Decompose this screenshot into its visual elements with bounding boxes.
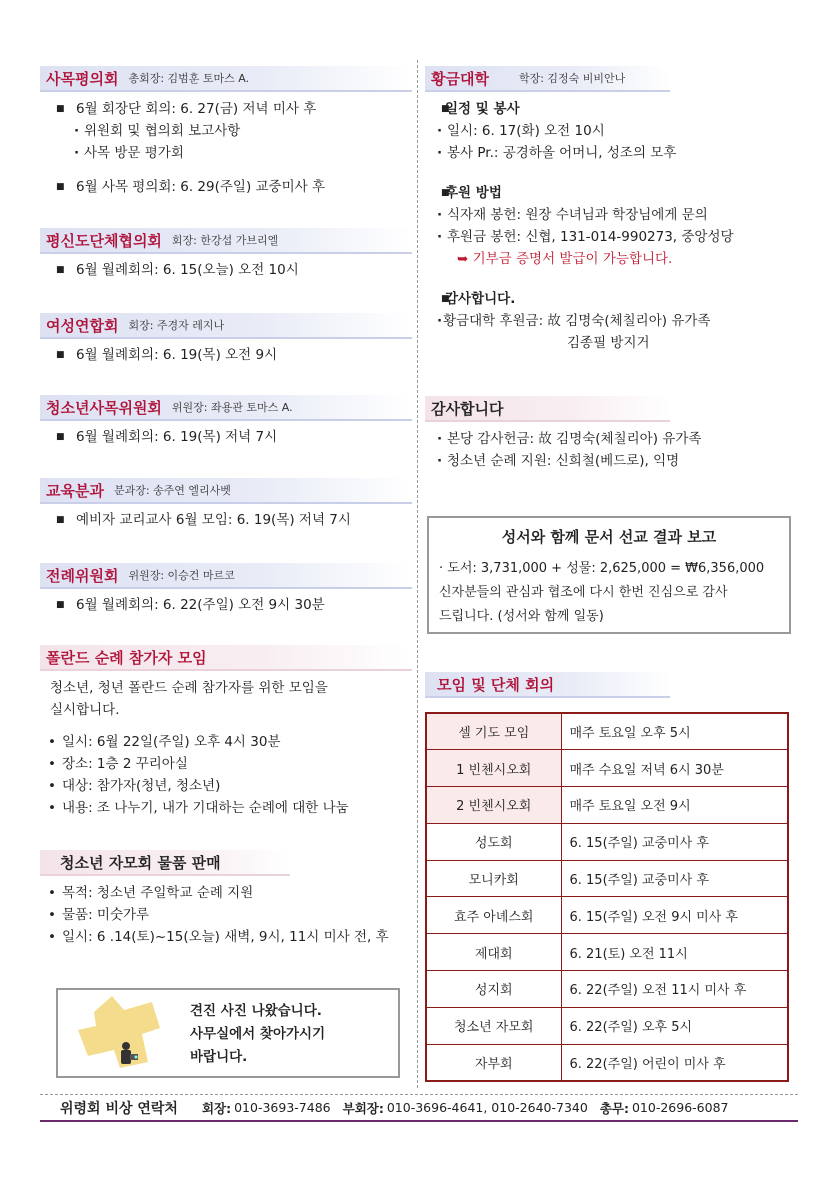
list-item: ■ 6월 월례회의: 6. 19(목) 저녁 7시 — [40, 426, 412, 448]
column-divider — [417, 60, 418, 1088]
photo-notice-box — [56, 988, 400, 1078]
section-meetings — [425, 672, 670, 698]
section-youth — [40, 395, 412, 448]
section-golden — [425, 66, 670, 92]
list-item: • 장소: 1층 2 꾸리아실 — [40, 753, 412, 775]
report-line: 드립니다. (성서와 함께 일동) — [439, 609, 604, 624]
table-row — [426, 787, 788, 824]
table-row — [426, 1044, 788, 1081]
meeting-name: 셀 기도 모임 — [426, 713, 561, 750]
section-subtitle: 학장: 김정숙 비비안나 — [518, 72, 626, 85]
section-header — [40, 850, 290, 876]
list-item: • 내용: 조 나누기, 내가 기대하는 순례에 대한 나눔 — [40, 797, 412, 819]
section-pyeongsin — [40, 228, 412, 281]
section-title: 여성연합회 — [46, 316, 119, 335]
section-header — [425, 396, 670, 422]
subheading: ■ 감사합니다. — [425, 288, 795, 310]
section-title: 청소년사목위원회 — [46, 398, 162, 417]
meeting-time: 매주 토요일 오후 5시 — [561, 713, 788, 750]
intro-text: 실시합니다. — [50, 702, 120, 718]
report-line: 신자분들의 관심과 협조에 다시 한번 진심으로 감사 — [439, 585, 728, 600]
section-header — [40, 228, 412, 254]
section-subtitle: 회장: 한강섭 가브리엘 — [171, 234, 279, 247]
meeting-name: 모니카회 — [426, 860, 561, 897]
section-yeoseong — [40, 313, 412, 366]
list-item: • 일시: 6월 22일(주일) 오후 4시 30분 — [40, 731, 412, 753]
section-subtitle: 분과장: 송주연 엘리사벳 — [113, 484, 231, 497]
thanks-content — [425, 428, 795, 472]
section-subtitle: 총회장: 김범훈 토마스 A. — [128, 72, 250, 85]
emergency-contact-footer — [40, 1094, 798, 1122]
section-title: 청소년 자모회 물품 판매 — [60, 853, 221, 872]
table-row — [426, 897, 788, 934]
list-item: · 일시: 6. 17(화) 오전 10시 — [425, 120, 795, 142]
section-sale — [40, 850, 412, 948]
list-item-continued: 김종필 방지거 — [567, 335, 650, 351]
contact-label: 부회장: — [342, 1100, 384, 1116]
meeting-time: 6. 15(주일) 교중미사 후 — [561, 823, 788, 860]
contact-number: 010-3693-7486 — [234, 1100, 331, 1115]
meeting-time: 6. 22(주일) 어린이 미사 후 — [561, 1044, 788, 1081]
contact-number: 010-2696-6087 — [631, 1100, 729, 1115]
list-item: ■ 예비자 교리교사 6월 모임: 6. 19(목) 저녁 7시 — [40, 509, 412, 531]
section-title: 모임 및 단체 회의 — [437, 675, 555, 694]
meeting-name: 성지회 — [426, 971, 561, 1008]
list-item: ■ 6월 월례회의: 6. 22(주일) 오전 9시 30분 — [40, 594, 412, 616]
meetings-table — [425, 712, 789, 1082]
list-item: • 일시: 6 .14(토)~15(오늘) 새벽, 9시, 11시 미사 전, 후 — [40, 926, 412, 948]
list-item: · 청소년 순례 지원: 신희철(베드로), 익명 — [425, 450, 795, 472]
meeting-name: 청소년 자모회 — [426, 1007, 561, 1044]
report-title: 성서와 함께 문서 선교 결과 보고 — [501, 528, 717, 546]
section-header — [425, 66, 670, 92]
section-edu — [40, 478, 412, 531]
photo-notice-line: 사무실에서 찾아가시기 — [190, 1026, 326, 1042]
list-item: · 본당 감사헌금: 故 김명숙(체칠리아) 유가족 — [425, 428, 795, 450]
table-row — [426, 934, 788, 971]
table-row — [426, 823, 788, 860]
section-title: 폴란드 순례 참가자 모임 — [46, 648, 207, 667]
contact-label: 총무: — [599, 1100, 629, 1116]
list-item: ■ 6월 회장단 회의: 6. 27(금) 저녁 미사 후 — [40, 98, 412, 120]
report-line: · 도서: 3,731,000 + 성물: 2,625,000 = ₩6,356,000 — [439, 561, 765, 576]
table-row — [426, 750, 788, 787]
section-title: 전례위원회 — [46, 566, 119, 585]
section-poland — [40, 645, 412, 819]
list-item: ■ 6월 월례회의: 6. 19(목) 오전 9시 — [40, 344, 412, 366]
section-title: 평신도단체협의회 — [46, 231, 162, 250]
section-subtitle: 회장: 주경자 레지나 — [128, 319, 225, 332]
section-title: 사목평의회 — [46, 69, 119, 88]
donation-notice: ➥ 기부금 증명서 발급이 가능합니다. — [457, 251, 673, 267]
meeting-name: 효주 아녜스회 — [426, 897, 561, 934]
list-item: • 목적: 청소년 주일학교 순례 지원 — [40, 882, 412, 904]
list-subitem: · 사목 방문 평가회 — [40, 142, 412, 164]
section-thanks — [425, 396, 670, 422]
list-item: · 황금대학 후원금: 故 김명숙(체칠리아) 유가족 — [425, 310, 795, 332]
list-item: ■ 6월 월례회의: 6. 15(오늘) 오전 10시 — [40, 259, 412, 281]
section-header — [425, 672, 670, 698]
section-samok — [40, 66, 412, 198]
section-title: 감사합니다 — [431, 399, 504, 418]
list-item: · 후원금 봉헌: 신협, 131-014-990273, 중앙성당 — [425, 226, 795, 248]
photo-notice-line: 견진 사진 나왔습니다. — [190, 1003, 322, 1019]
section-header — [40, 478, 412, 504]
section-header — [40, 395, 412, 421]
table-row — [426, 713, 788, 750]
meeting-time: 6. 21(토) 오전 11시 — [561, 934, 788, 971]
meeting-name: 2 빈첸시오회 — [426, 787, 561, 824]
photo-notice-icon — [64, 992, 174, 1078]
table-row — [426, 1007, 788, 1044]
section-header — [40, 313, 412, 339]
meeting-time: 매주 토요일 오전 9시 — [561, 787, 788, 824]
section-header — [40, 563, 412, 589]
subheading: ■ 후원 방법 — [425, 182, 795, 204]
meeting-time: 6. 15(주일) 교중미사 후 — [561, 860, 788, 897]
meeting-time: 6. 22(주일) 오후 5시 — [561, 1007, 788, 1044]
meeting-time: 6. 22(주일) 오전 11시 미사 후 — [561, 971, 788, 1008]
photo-notice-line: 바랍니다. — [190, 1049, 248, 1065]
table-row — [426, 971, 788, 1008]
section-subtitle: 위원장: 이승건 마르코 — [128, 569, 235, 582]
section-header — [40, 66, 412, 92]
list-item: ■ 6월 사목 평의회: 6. 29(주일) 교중미사 후 — [40, 176, 412, 198]
meeting-name: 성도회 — [426, 823, 561, 860]
section-title: 황금대학 — [431, 69, 489, 88]
meeting-name: 자부회 — [426, 1044, 561, 1081]
footer-title: 위령회 비상 연락처 — [60, 1100, 178, 1117]
golden-content — [425, 98, 795, 354]
contact-label: 회장: — [201, 1100, 232, 1116]
section-header — [40, 645, 412, 671]
list-subitem: · 위원회 및 협의회 보고사항 — [40, 120, 412, 142]
section-subtitle: 위원장: 좌용관 토마스 A. — [171, 401, 293, 414]
subheading: ■ 일정 및 봉사 — [425, 98, 795, 120]
report-box — [427, 516, 791, 634]
meeting-name: 1 빈첸시오회 — [426, 750, 561, 787]
section-liturgy — [40, 563, 412, 616]
intro-text: 청소년, 청년 폴란드 순례 참가자를 위한 모임을 — [50, 680, 328, 696]
photo-notice-text — [190, 1000, 325, 1069]
meeting-time: 6. 15(주일) 오전 9시 미사 후 — [561, 897, 788, 934]
meeting-time: 매주 수요일 저녁 6시 30분 — [561, 750, 788, 787]
list-item: · 식자재 봉헌: 원장 수녀님과 학장님에게 문의 — [425, 204, 795, 226]
list-item: • 물품: 미숫가루 — [40, 904, 412, 926]
contact-number: 010-3696-4641, 010-2640-7340 — [386, 1100, 588, 1115]
list-item: • 대상: 참가자(청년, 청소년) — [40, 775, 412, 797]
table-row — [426, 860, 788, 897]
list-item: · 봉사 Pr.: 공경하올 어머니, 성조의 모후 — [425, 142, 795, 164]
meeting-name: 제대회 — [426, 934, 561, 971]
section-title: 교육분과 — [46, 481, 104, 500]
